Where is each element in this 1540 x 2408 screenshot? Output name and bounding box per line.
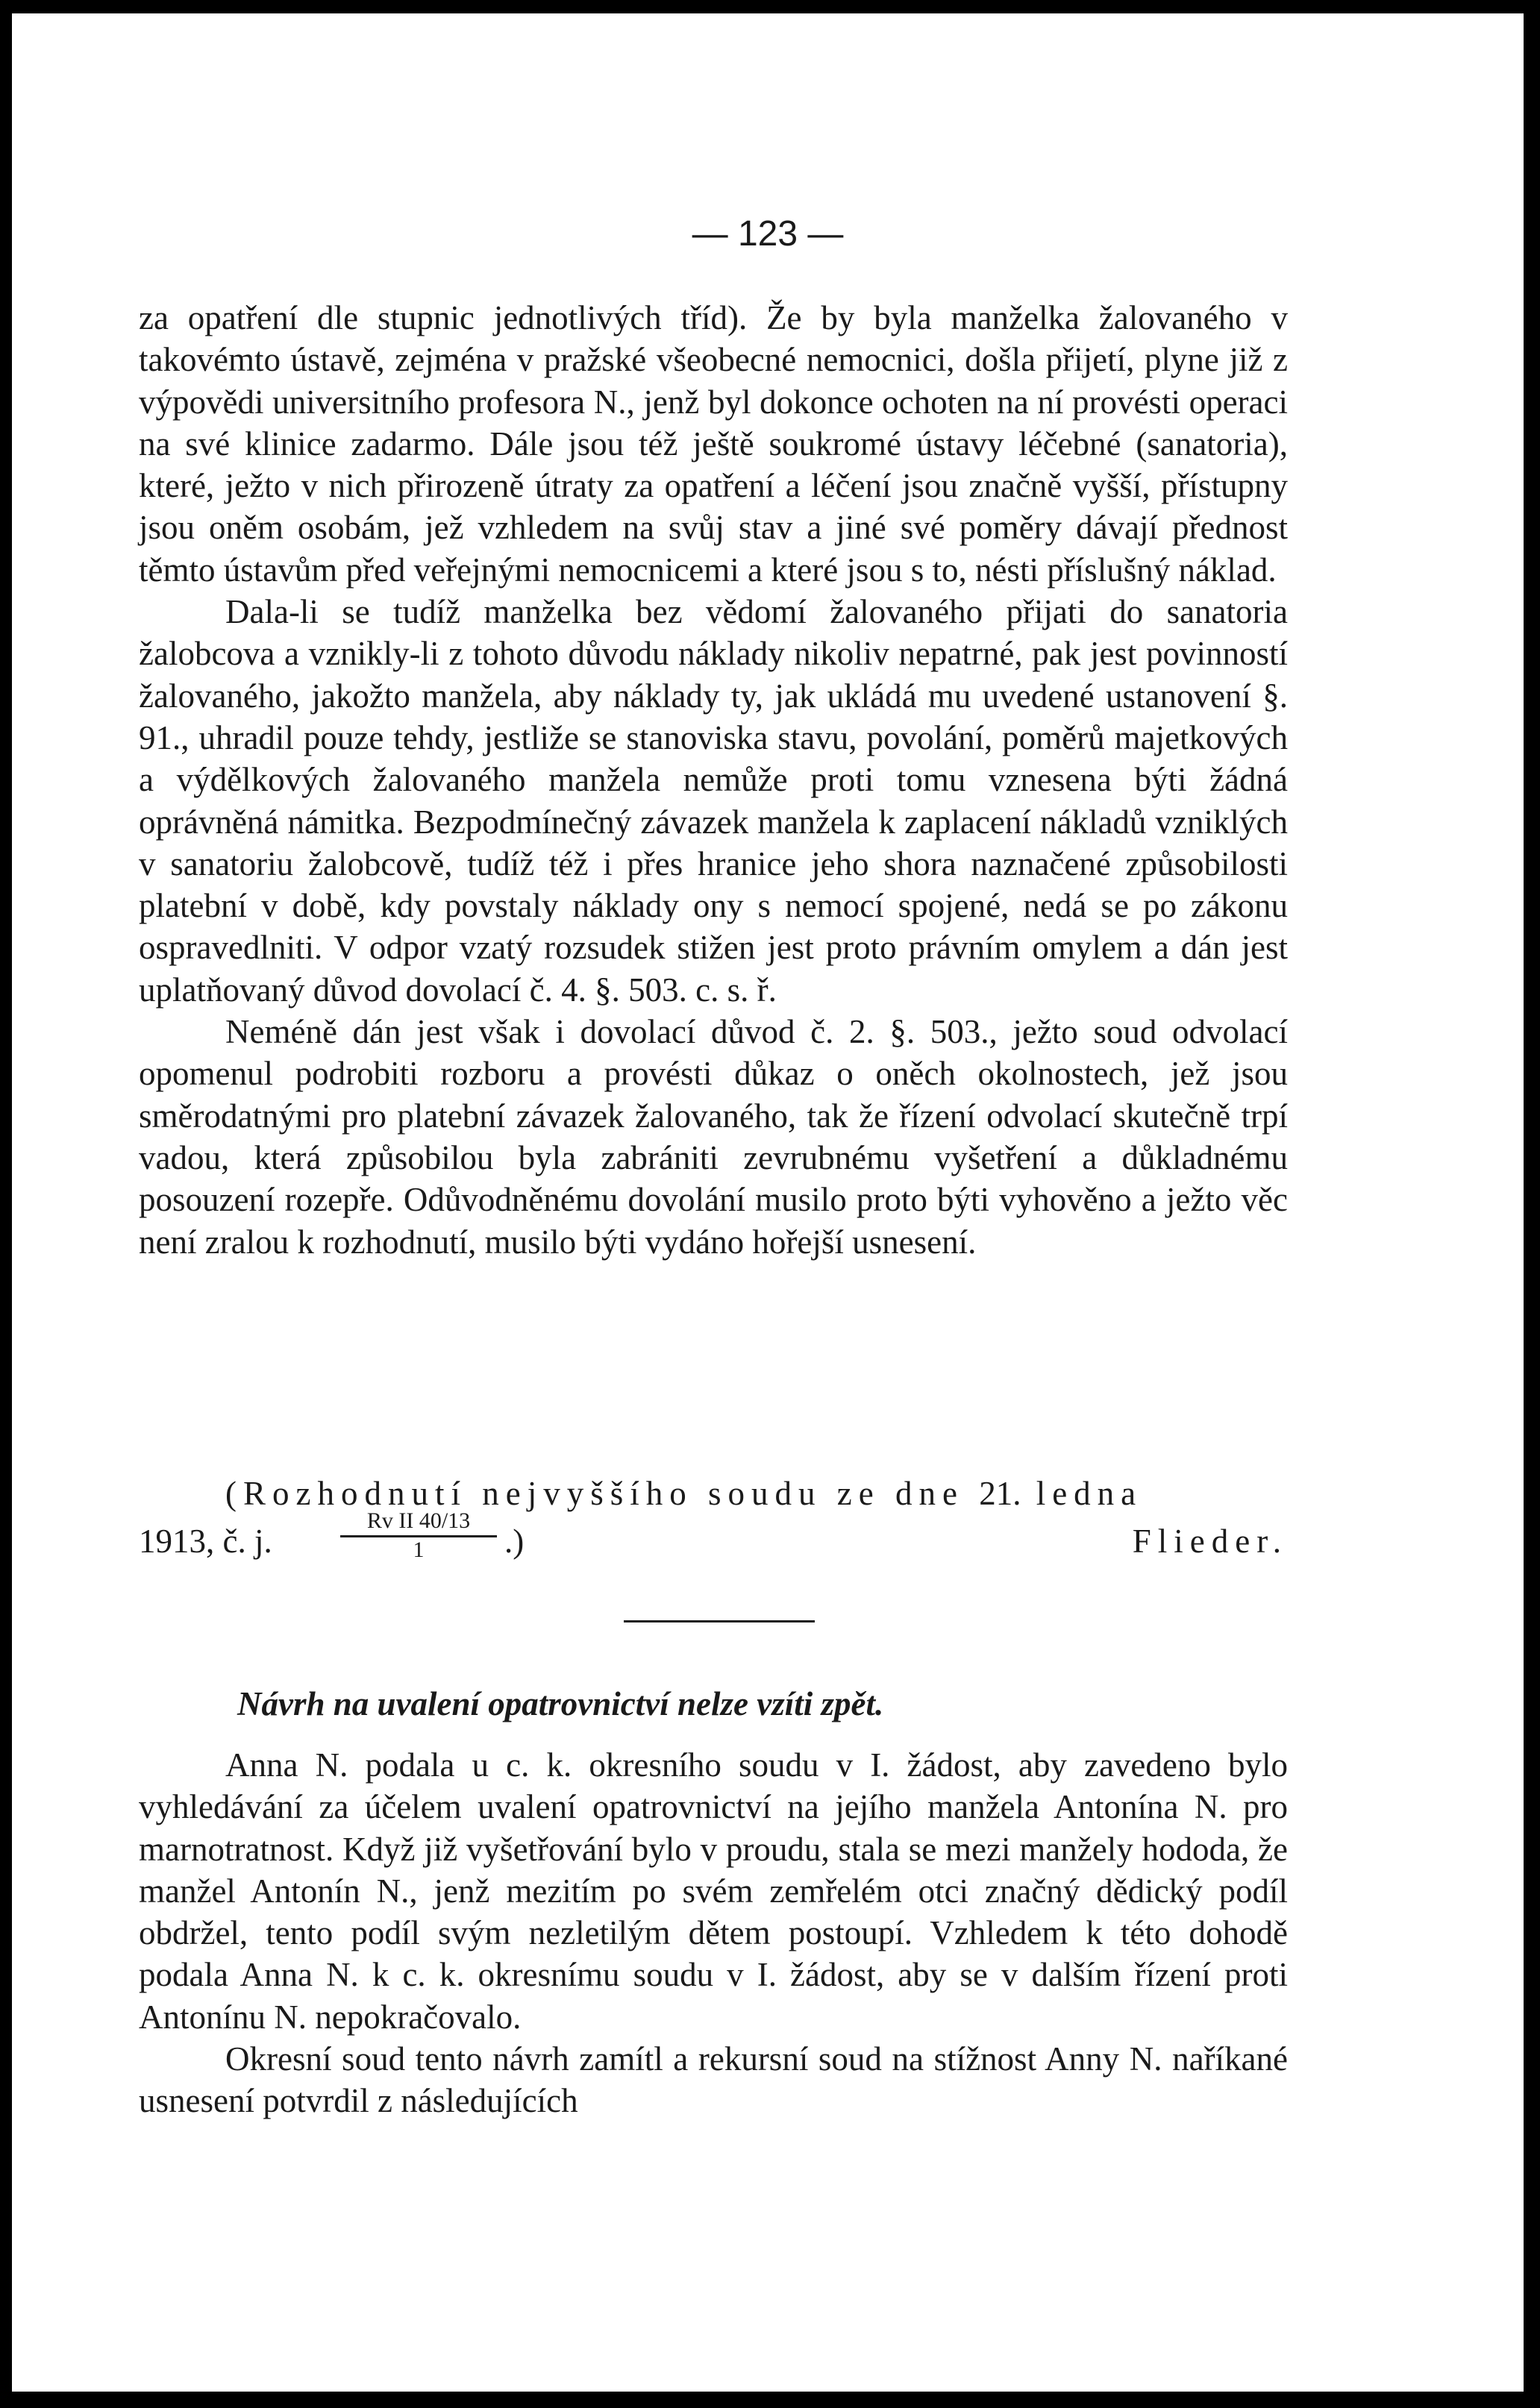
judge-name: Flieder. xyxy=(1132,1523,1288,1561)
decision-reference-line xyxy=(139,1508,1288,1567)
decision-spaced-text: Rozhodnutí nejvyššího soudu ze dne xyxy=(243,1475,964,1512)
paragraph: Okresní soud tento návrh zamítl a rekursní soud na stížnost Anny N. naříkané usnesení potvrdil z následujících xyxy=(139,2040,1288,2120)
body-text-lower xyxy=(139,1744,1288,2122)
paragraph: Dala-li se tudíž manželka bez vědomí žalovaného přijati do sanatoria žalobcova a vznikly-li z tohoto důvodu náklady nikoliv nepatrné, pak jest povinností žalovaného, jakožto manžela, aby náklady ty, jak ukládá mu uvedené ustanovení §. 91., uhradil pouze tehdy, jestliže se stanoviska stavu, povolání, poměrů majetkových a výdělkových žalovaného manžela nemůže proti tomu vznesena býti žádná oprávněná námitka. Bezpodmínečný závazek manžela k zaplacení nákladů vzniklých v sanatoriu žalobcově, tudíž též i přes hranice jeho shora naznačené způsobilosti platební v době, kdy povstaly náklady ony s nemocí spojené, nedá se po zákonu ospravedlniti. V odpor vzatý rozsudek stižen jest proto právním omylem a dán jest uplatňovaný důvod dovolací č. 4. §. 503. c. s. ř. xyxy=(139,593,1288,1009)
open-paren: ( xyxy=(225,1475,243,1512)
paragraph: Neméně dán jest však i dovolací důvod č. 2. §. 503., ježto soud odvolací opomenul podrobiti rozboru a provésti důkaz o oněch okolnostech, jež jsou směrodatnými pro platební závazek žalovaného, tak že řízení odvolací skutečně trpí vadou, která způsobilou byla zabrániti zevrubnému vyšetření a důkladnému posouzení rozepře. Odůvodněnému dovolání musilo proto býti vyhověno a ježto věc není zralou k rozhodnutí, musilo býti vydáno hořejší usnesení. xyxy=(139,1013,1288,1261)
fraction-numerator: Rv II 40/13 xyxy=(340,1508,497,1537)
paragraph: za opatření dle stupnic jednotlivých tříd). Že by byla manželka žalovaného v takovémto ústavě, zejména v pražské všeobecné nemocnici, došla přijetí, plyne již z výpovědi universitního profesora N., jenž byl dokonce ochoten na ní provésti operaci na své klinice zadarmo. Dále jsou též ještě soukromé ústavy léčebné (sanatoria), které, ježto v nich přirozeně útraty za opatření a léčení jsou značně vyšší, přístupny jsou oněm osobám, jež vzhledem na svůj stav a jiné své poměry dávají přednost těmto ústavům před veřejnými nemocnicemi a které jsou s to, nésti příslušný náklad. xyxy=(139,299,1288,589)
decision-line xyxy=(139,1473,1288,1514)
decision-month: ledna xyxy=(1036,1475,1143,1512)
case-number-fraction xyxy=(340,1508,497,1563)
decision-year-ref: 1913, č. j. xyxy=(139,1523,272,1561)
decision-day: 21. xyxy=(979,1475,1021,1512)
fraction-denominator: 1 xyxy=(413,1537,425,1563)
section-divider xyxy=(624,1620,815,1622)
decision-citation xyxy=(139,1473,1288,1567)
paragraph: Anna N. podala u c. k. okresního soudu v I. žádost, aby zavedeno bylo vyhledávání za účelem uvalení opatrovnictví na jejího manžela Antonína N. pro marnotratnost. Když již vyšetřování bylo v proudu, stala se mezi manžely hododa, že manžel Antonín N., jenž mezitím po svém zemřelém otci značný dědický podíl obdržel, tento podíl svým nezletilým dětem postoupí. Vzhledem k této dohodě podala Anna N. k c. k. okresnímu soudu v I. žádost, aby se v dalším řízení proti Antonínu N. nepokračovalo. xyxy=(139,1746,1288,2036)
body-text-upper xyxy=(139,297,1288,1263)
document-page xyxy=(12,13,1524,2392)
section-heading: Návrh na uvalení opatrovnictví nelze vzíti zpět. xyxy=(237,1685,884,1722)
page-number: — 123 — xyxy=(692,214,844,254)
close-paren: .) xyxy=(504,1523,525,1561)
